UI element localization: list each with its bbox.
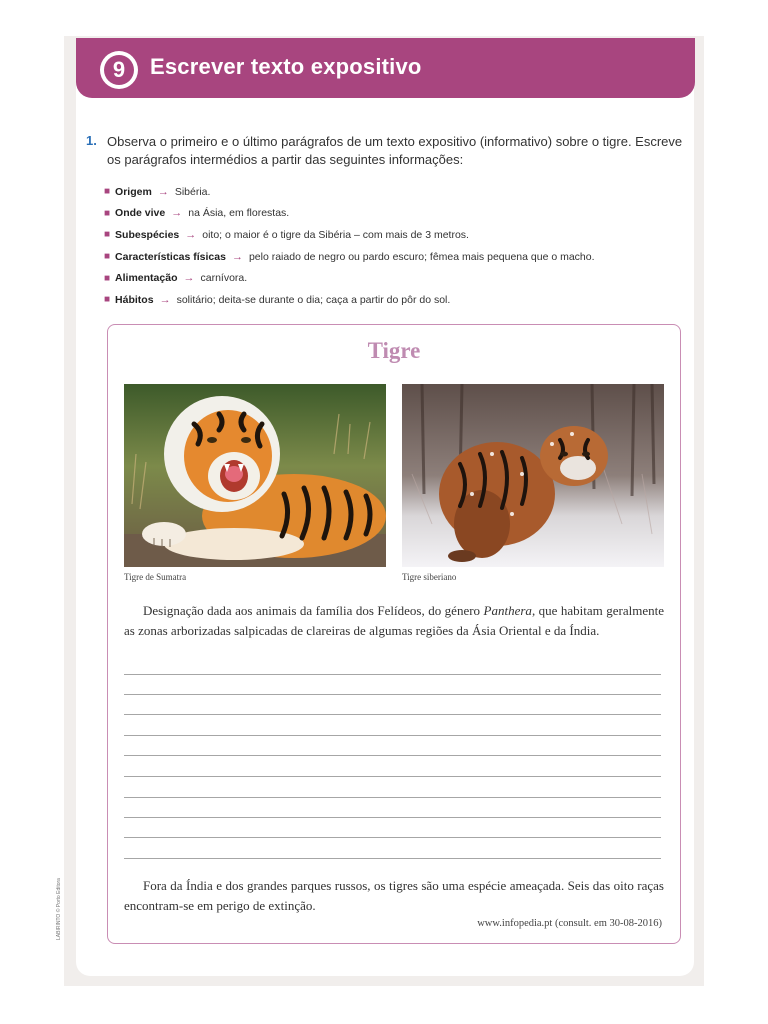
info-item	[104, 181, 595, 203]
writing-line[interactable]	[124, 858, 661, 859]
paragraph-text: , que habitam geralmente as zonas arborizadas salpicadas de clareiras de algumas regiões da Ásia Oriental e da Índia.	[124, 603, 665, 638]
info-item	[104, 246, 595, 268]
bullet-icon: ■	[104, 251, 111, 263]
info-detail: carnívora.	[200, 272, 248, 285]
info-term: Alimentação	[115, 272, 178, 285]
source-citation: www.infopedia.pt (consult. em 30-08-2016)	[477, 918, 662, 929]
arrow-right-icon: →	[231, 250, 243, 263]
section-title: Escrever texto expositivo	[150, 54, 422, 79]
bullet-icon: ■	[104, 207, 111, 219]
info-term: Origem	[115, 185, 152, 198]
exercise-number: 1.	[86, 133, 97, 148]
sumatran-tiger-photo	[124, 384, 386, 567]
arrow-right-icon: →	[159, 293, 171, 306]
section-number-badge	[100, 51, 138, 89]
info-term: Subespécies	[115, 228, 180, 241]
text-title: Tigre	[367, 338, 421, 363]
info-detail: na Ásia, em florestas.	[188, 207, 290, 220]
first-paragraph	[124, 601, 664, 641]
bullet-icon: ■	[104, 229, 111, 241]
writing-line[interactable]	[124, 694, 661, 695]
info-item	[104, 224, 595, 246]
bullet-icon: ■	[104, 186, 111, 198]
photo-caption: Tigre de Sumatra	[124, 572, 187, 582]
arrow-right-icon: →	[157, 185, 169, 198]
info-term: Hábitos	[115, 293, 154, 306]
info-item	[104, 203, 595, 225]
writing-line[interactable]	[124, 817, 661, 818]
genus-name: Panthera	[483, 603, 532, 618]
writing-line[interactable]	[124, 755, 661, 756]
section-number: 9	[104, 55, 134, 85]
info-detail: oito; o maior é o tigre da Sibéria – com mais de 3 metros.	[202, 228, 469, 241]
info-detail: pelo raiado de negro ou pardo escuro; fêmea mais pequena que o macho.	[248, 250, 595, 263]
copyright-note: LABIRINTO © Porto Editora	[56, 878, 62, 940]
paragraph-text: Designação dada aos animais da família dos Felídeos, do género	[143, 603, 484, 618]
writing-line[interactable]	[124, 797, 661, 798]
info-term: Características físicas	[115, 250, 226, 263]
info-detail: solitário; deita-se durante o dia; caça a partir do pôr do sol.	[176, 293, 451, 306]
arrow-right-icon: →	[185, 228, 197, 241]
arrow-right-icon: →	[171, 207, 183, 220]
exercise-instruction: Observa o primeiro e o último parágrafos de um texto expositivo (informativo) sobre o tigre. Escreve os parágrafos intermédios a partir das seguintes informações:	[107, 134, 683, 167]
writing-line[interactable]	[124, 674, 661, 675]
bullet-icon: ■	[104, 272, 111, 284]
photo-caption: Tigre siberiano	[402, 572, 457, 582]
info-detail: Sibéria.	[174, 185, 211, 198]
info-item	[104, 289, 595, 311]
writing-line[interactable]	[124, 735, 661, 736]
bullet-icon: ■	[104, 294, 111, 306]
last-paragraph: Fora da Índia e dos grandes parques russos, os tigres são uma espécie ameaçada. Seis das oito raças encontram-se em perigo de extinção.	[124, 878, 664, 913]
writing-line[interactable]	[124, 837, 661, 838]
info-item	[104, 267, 595, 289]
info-term: Onde vive	[115, 207, 166, 220]
writing-line[interactable]	[124, 714, 661, 715]
info-list	[104, 181, 595, 311]
siberian-tiger-photo	[402, 384, 664, 567]
writing-line[interactable]	[124, 776, 661, 777]
arrow-right-icon: →	[183, 272, 195, 285]
